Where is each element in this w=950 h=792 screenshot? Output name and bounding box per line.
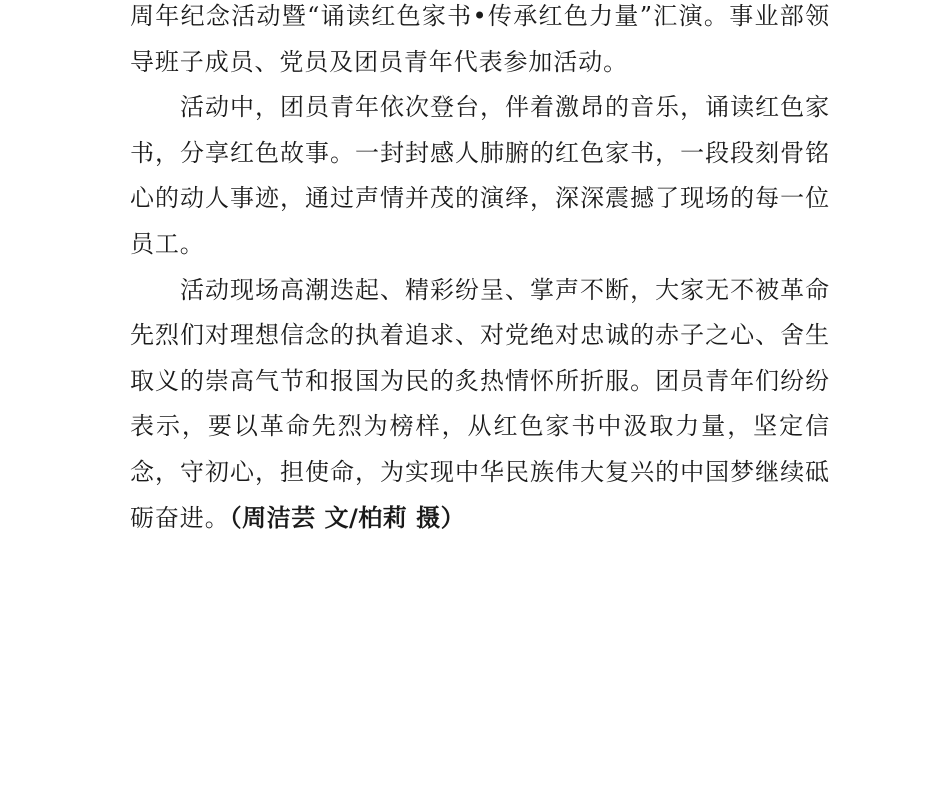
paragraph-summary [130,268,830,542]
paragraph-activity: 活动中，团员青年依次登台，伴着激昂的音乐，诵读红色家书，分享红色故事。一封封感人肺腑的红色家书，一段段刻骨铭心的动人事迹，通过声情并茂的演绎，深深震撼了现场的每一位员工。 [130,93,830,258]
article-body [130,0,830,541]
paragraph-continuation: 周年纪念活动暨“诵读红色家书•传承红色力量”汇演。事业部领导班子成员、党员及团员青年代表参加活动。 [130,2,830,76]
author-byline: （周洁芸 文/柏莉 摄） [229,503,466,532]
paragraph-summary-text: 活动现场高潮迭起、精彩纷呈、掌声不断，大家无不被革命先烈们对理想信念的执着追求、对党绝对忠诚的赤子之心、舍生取义的崇高气节和报国为民的炙热情怀所折服。团员青年们纷纷表示，要以革命先烈为榜样，从红色家书中汲取力量，坚定信念，守初心，担使命，为实现中华民族伟大复兴的中国梦继续砥砺奋进。 [130,275,830,532]
